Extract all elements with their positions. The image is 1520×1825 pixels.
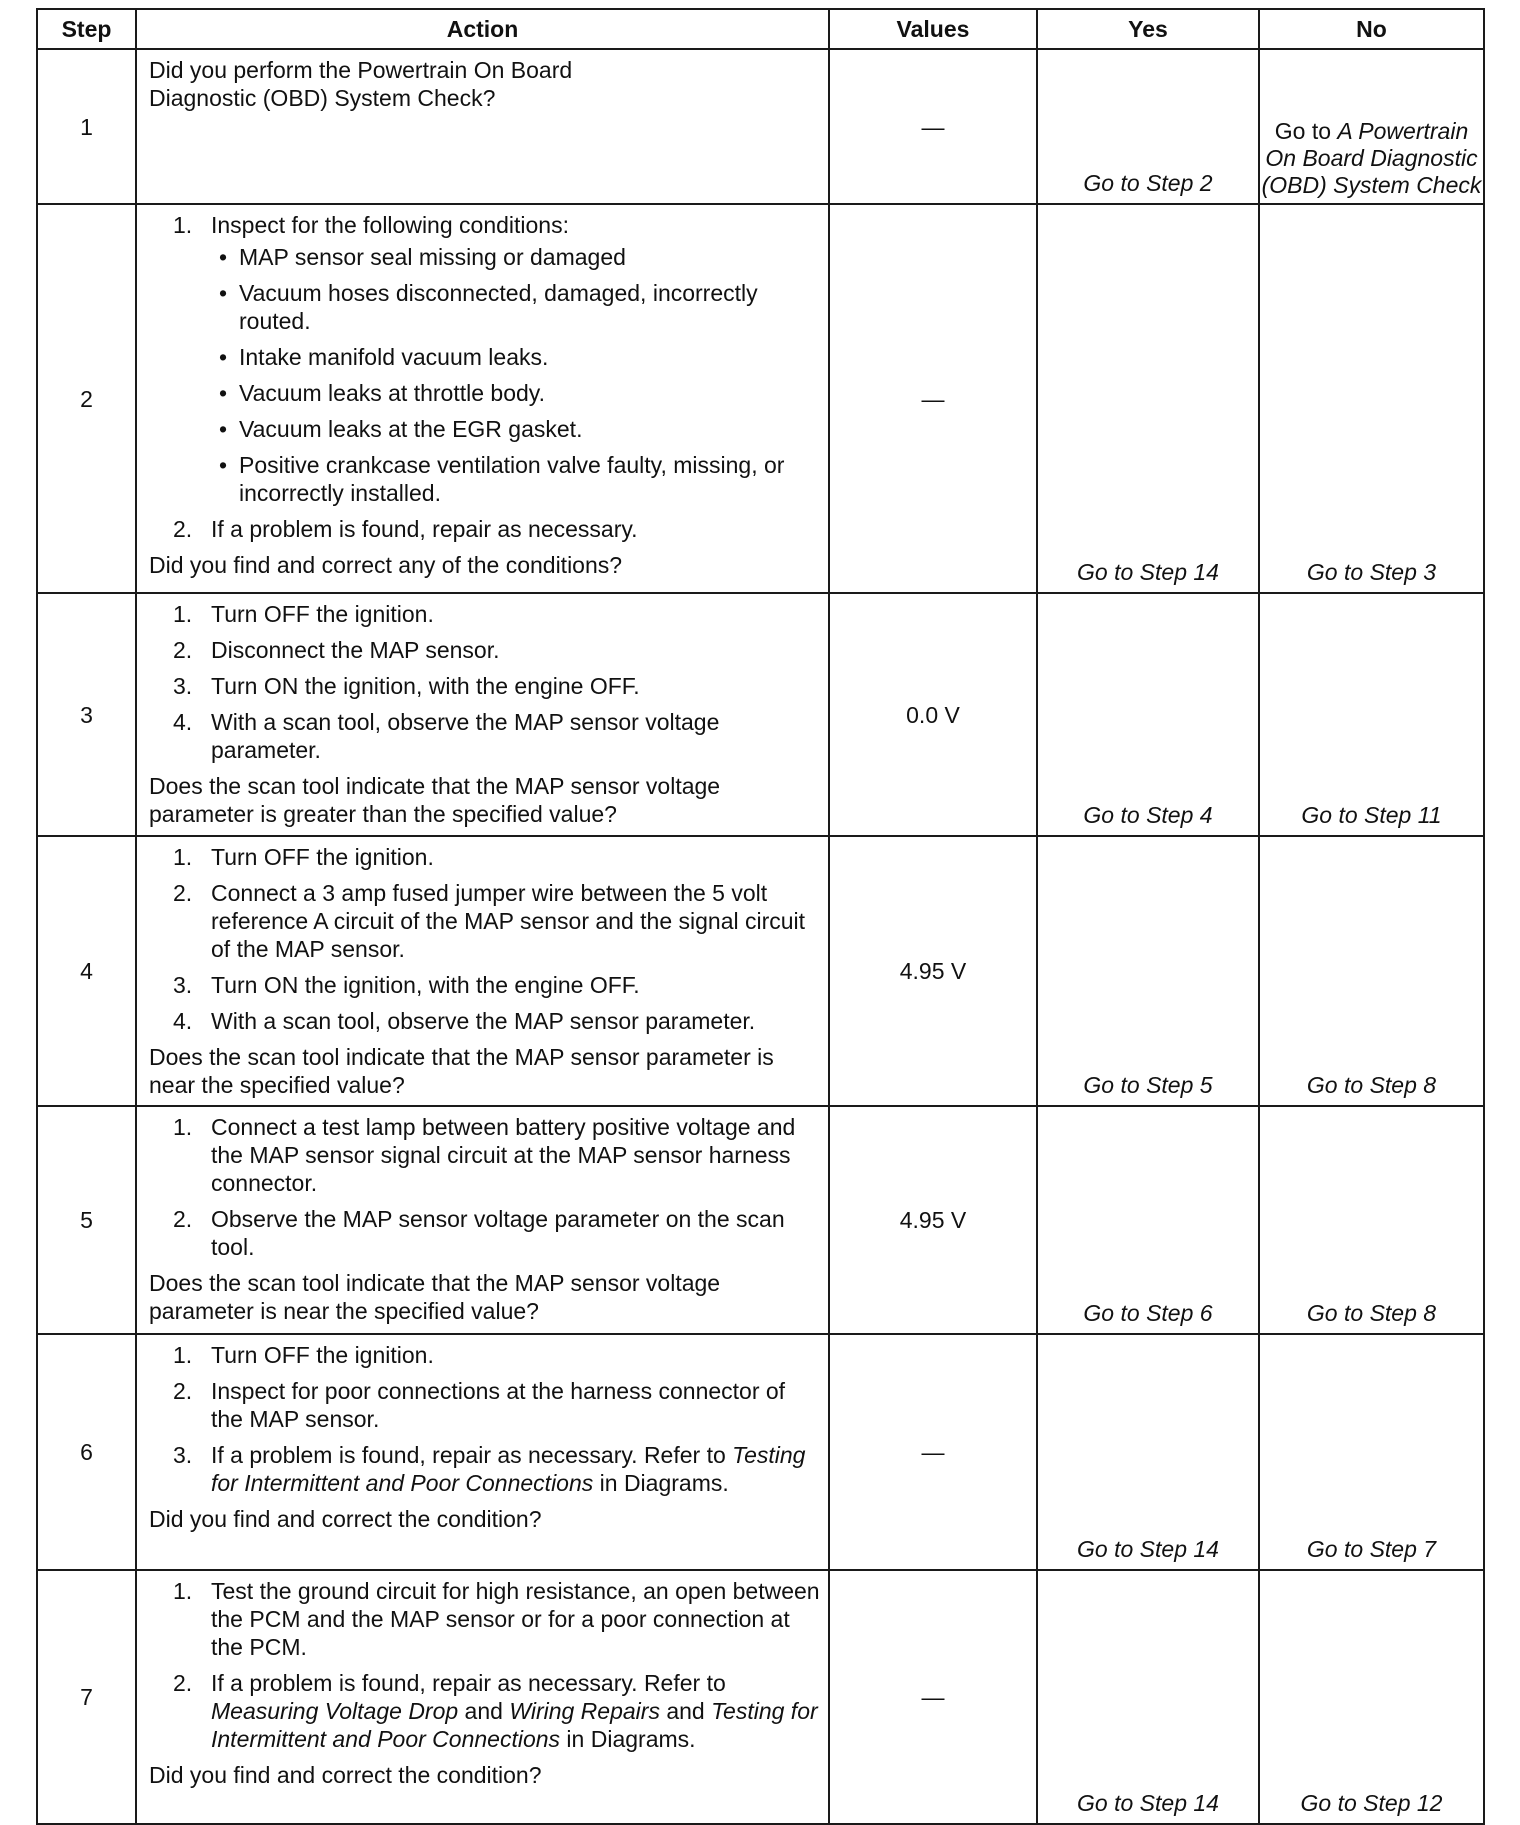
step-number: 4 <box>37 836 136 1106</box>
action-step <box>149 1441 820 1497</box>
action-question: Did you find and correct any of the conditions? <box>149 552 623 578</box>
action-step-text: Disconnect the MAP sensor. <box>211 637 500 663</box>
action-step <box>149 672 820 700</box>
action-step-number: 2. <box>173 1378 193 1404</box>
action-step-number: 3. <box>173 673 193 699</box>
no-cell: Go to Step 11 <box>1259 593 1484 836</box>
action-step-text: If a problem is found, repair as necessary. <box>211 516 638 542</box>
yes-cell: Go to Step 14 <box>1037 1570 1259 1824</box>
action-steps <box>149 1577 820 1753</box>
action-cell <box>136 836 829 1106</box>
yes-cell: Go to Step 4 <box>1037 593 1259 836</box>
reference-joiner: and <box>458 1698 510 1724</box>
action-step-text: Connect a 3 amp fused jumper wire between the 5 volt reference A circuit of the MAP sensor and the signal circuit of the MAP sensor. <box>211 880 806 962</box>
step-number: 6 <box>37 1334 136 1570</box>
action-step <box>149 600 820 628</box>
action-steps <box>149 600 820 764</box>
action-step <box>149 1205 820 1261</box>
no-cell: Go to Step 8 <box>1259 836 1484 1106</box>
action-step-tail: in Diagrams. <box>560 1726 696 1752</box>
condition-item <box>211 379 820 407</box>
no-cell: Go to Step 7 <box>1259 1334 1484 1570</box>
action-step <box>149 843 820 871</box>
no-cell: Go to Step 3 <box>1259 204 1484 593</box>
action-question: Does the scan tool indicate that the MAP sensor parameter is near the specified value? <box>149 1044 774 1098</box>
yes-cell: Go to Step 6 <box>1037 1106 1259 1334</box>
action-cell <box>136 1334 829 1570</box>
condition-item <box>211 415 820 443</box>
table-row-step-3 <box>37 593 1484 836</box>
action-step-number: 2. <box>173 516 193 542</box>
header-no: No <box>1259 9 1484 49</box>
value-cell: 4.95 V <box>829 836 1037 1106</box>
value-cell: — <box>829 1334 1037 1570</box>
action-cell <box>136 1106 829 1334</box>
header-yes: Yes <box>1037 9 1259 49</box>
action-step <box>149 515 820 543</box>
table-row-step-1 <box>37 49 1484 204</box>
yes-cell: Go to Step 5 <box>1037 836 1259 1106</box>
condition-item <box>211 343 820 371</box>
condition-text: MAP sensor seal missing or damaged <box>239 244 626 270</box>
action-step-text: With a scan tool, observe the MAP sensor voltage parameter. <box>211 709 720 763</box>
action-step-text: Turn OFF the ignition. <box>211 601 434 627</box>
action-steps <box>149 843 820 1035</box>
action-step-number: 1. <box>173 1578 193 1604</box>
action-step-number: 2. <box>173 637 193 663</box>
action-step-tail: in Diagrams. <box>593 1470 729 1496</box>
condition-text: Intake manifold vacuum leaks. <box>239 344 549 370</box>
value-cell: — <box>829 204 1037 593</box>
action-step <box>149 879 820 963</box>
condition-text: Vacuum leaks at the EGR gasket. <box>239 416 583 442</box>
action-step-number: 2. <box>173 1670 193 1696</box>
yes-cell: Go to Step 14 <box>1037 204 1259 593</box>
no-prefix: Go to <box>1274 118 1338 144</box>
table-row-step-2 <box>37 204 1484 593</box>
bullet-icon: • <box>219 452 228 478</box>
header-step: Step <box>37 9 136 49</box>
header-action: Action <box>136 9 829 49</box>
action-question: Does the scan tool indicate that the MAP sensor voltage parameter is near the specified value? <box>149 1270 721 1324</box>
action-question: Did you find and correct the condition? <box>149 1762 542 1788</box>
reference-link: Wiring Repairs <box>509 1698 660 1724</box>
action-step-number: 4. <box>173 709 193 735</box>
condition-text: Vacuum hoses disconnected, damaged, incorrectly routed. <box>239 280 758 334</box>
action-step-text: If a problem is found, repair as necessary. Refer to <box>211 1442 733 1468</box>
condition-text: Positive crankcase ventilation valve faulty, missing, or incorrectly installed. <box>239 452 785 506</box>
action-step-text: Turn OFF the ignition. <box>211 844 434 870</box>
action-steps <box>149 1341 820 1497</box>
condition-item <box>211 243 820 271</box>
action-step-number: 2. <box>173 1206 193 1232</box>
action-step-text: Inspect for the following conditions: <box>211 212 569 238</box>
reference-joiner: and <box>659 1698 712 1724</box>
step-number: 7 <box>37 1570 136 1824</box>
value-cell: — <box>829 49 1037 204</box>
action-step <box>149 1669 820 1753</box>
action-step-text: With a scan tool, observe the MAP sensor parameter. <box>211 1008 756 1034</box>
no-cell: Go to Step 8 <box>1259 1106 1484 1334</box>
action-step <box>149 1113 820 1197</box>
condition-item <box>211 451 820 507</box>
action-cell <box>136 1570 829 1824</box>
action-step <box>149 1007 820 1035</box>
action-step-number: 2. <box>173 880 193 906</box>
action-question: Did you find and correct the condition? <box>149 1506 542 1532</box>
step-number: 1 <box>37 49 136 204</box>
bullet-icon: • <box>219 244 228 270</box>
no-cell <box>1259 49 1484 204</box>
reference-link: Testing for Intermittent and Poor Connections <box>211 1442 806 1496</box>
reference-link: Measuring Voltage Drop <box>211 1698 459 1724</box>
action-cell <box>136 49 829 204</box>
action-step <box>149 211 820 507</box>
action-question: Did you perform the Powertrain On Board Diagnostic (OBD) System Check? <box>149 57 573 111</box>
action-step-number: 1. <box>173 844 193 870</box>
action-step-number: 3. <box>173 972 193 998</box>
bullet-icon: • <box>219 344 228 370</box>
action-step <box>149 971 820 999</box>
action-step-text: Turn ON the ignition, with the engine OFF. <box>211 673 640 699</box>
no-link: A Powertrain On Board Diagnostic (OBD) System Check <box>1261 118 1482 198</box>
header-row <box>37 9 1484 49</box>
condition-text: Vacuum leaks at throttle body. <box>239 380 545 406</box>
yes-cell: Go to Step 14 <box>1037 1334 1259 1570</box>
action-step <box>149 1377 820 1433</box>
step-number: 5 <box>37 1106 136 1334</box>
action-step-text: Turn ON the ignition, with the engine OFF. <box>211 972 640 998</box>
action-steps <box>149 211 820 543</box>
action-step <box>149 708 820 764</box>
value-cell: 4.95 V <box>829 1106 1037 1334</box>
bullet-icon: • <box>219 380 228 406</box>
table-row-step-7 <box>37 1570 1484 1824</box>
action-step-text: Observe the MAP sensor voltage parameter on the scan tool. <box>211 1206 785 1260</box>
action-step-text: Inspect for poor connections at the harness connector of the MAP sensor. <box>211 1378 786 1432</box>
action-step-number: 1. <box>173 1114 193 1140</box>
action-step-number: 1. <box>173 601 193 627</box>
yes-cell: Go to Step 2 <box>1037 49 1259 204</box>
table-row-step-5 <box>37 1106 1484 1334</box>
table-row-step-6 <box>37 1334 1484 1570</box>
value-cell: — <box>829 1570 1037 1824</box>
action-step-text: Connect a test lamp between battery positive voltage and the MAP sensor signal circuit at the MAP sensor harness connector. <box>211 1114 796 1196</box>
condition-item <box>211 279 820 335</box>
no-cell: Go to Step 12 <box>1259 1570 1484 1824</box>
action-step <box>149 1577 820 1661</box>
action-step-number: 3. <box>173 1442 193 1468</box>
action-step-number: 1. <box>173 212 193 238</box>
action-cell <box>136 593 829 836</box>
action-step <box>149 636 820 664</box>
diagnostic-table <box>36 8 1485 1825</box>
reference-link: Testing for Intermittent and Poor Connections <box>211 1698 818 1752</box>
bullet-icon: • <box>219 416 228 442</box>
step-number: 2 <box>37 204 136 593</box>
bullet-icon: • <box>219 280 228 306</box>
action-step-text: If a problem is found, repair as necessary. Refer to <box>211 1670 726 1696</box>
action-cell <box>136 204 829 593</box>
action-steps <box>149 1113 820 1261</box>
action-step <box>149 1341 820 1369</box>
condition-list <box>211 243 820 507</box>
action-step-number: 4. <box>173 1008 193 1034</box>
action-step-text: Test the ground circuit for high resistance, an open between the PCM and the MAP sensor or for a poor connection at the PCM. <box>211 1578 820 1660</box>
table-row-step-4 <box>37 836 1484 1106</box>
action-question: Does the scan tool indicate that the MAP sensor voltage parameter is greater than the specified value? <box>149 773 721 827</box>
action-step-text: Turn OFF the ignition. <box>211 1342 434 1368</box>
value-cell: 0.0 V <box>829 593 1037 836</box>
action-step-number: 1. <box>173 1342 193 1368</box>
header-values: Values <box>829 9 1037 49</box>
step-number: 3 <box>37 593 136 836</box>
